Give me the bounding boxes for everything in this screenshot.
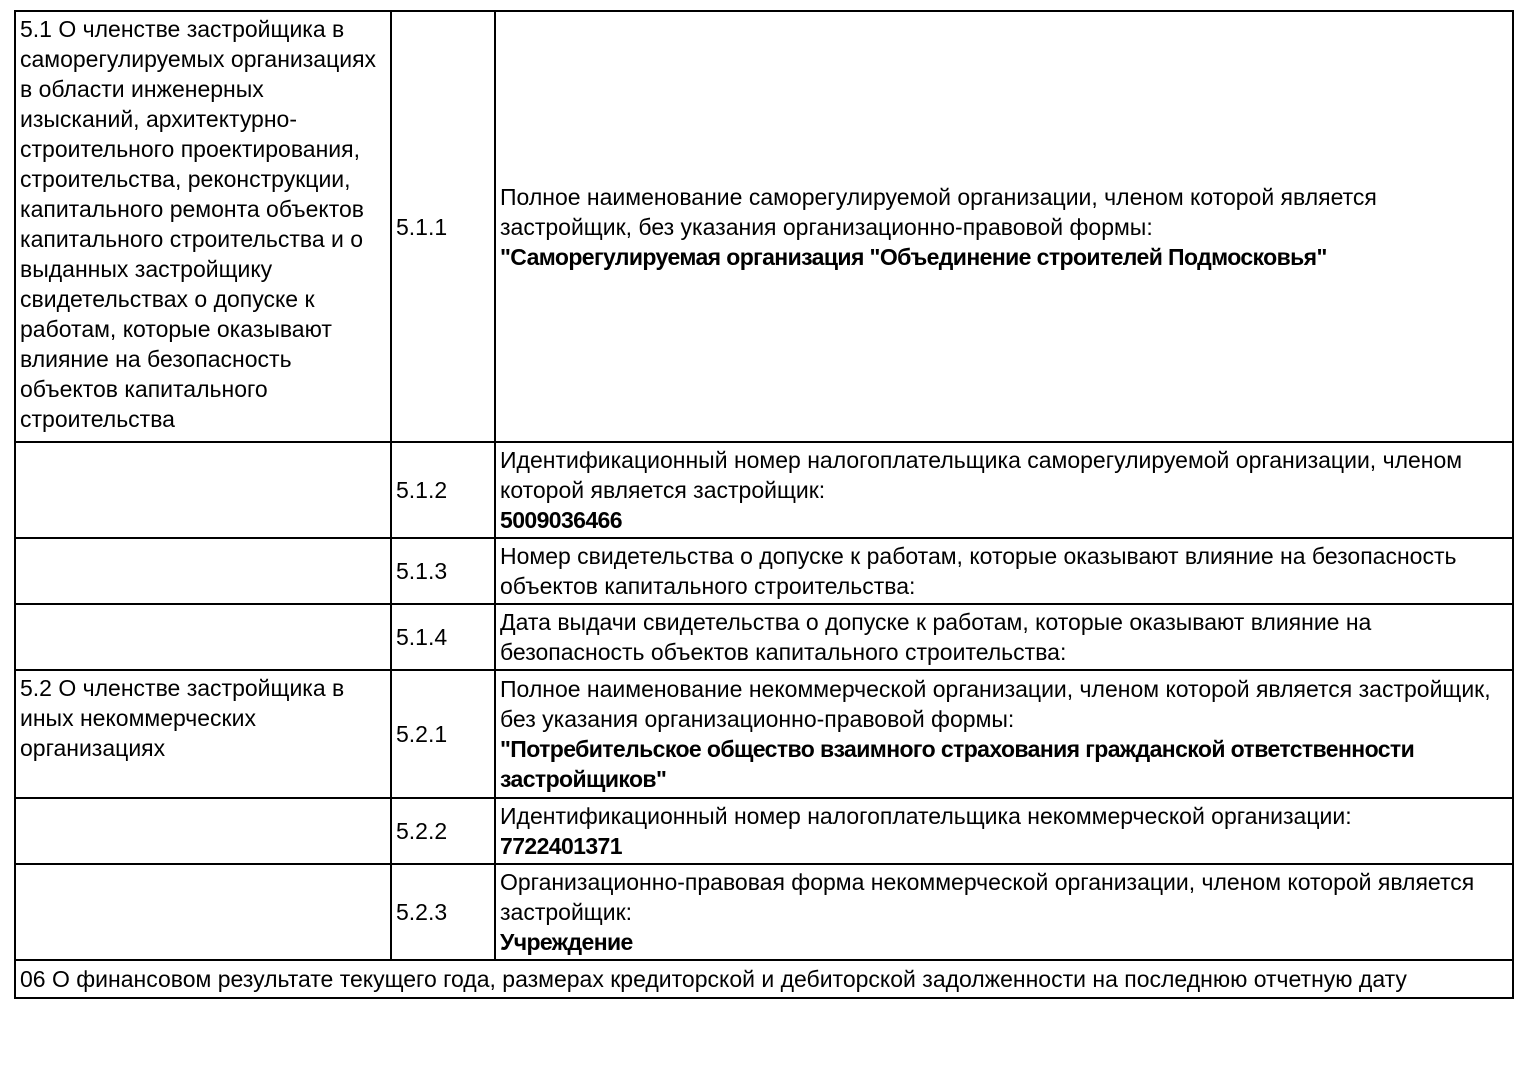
field-label: Дата выдачи свидетельства о допуске к работам, которые оказывают влияние на безопасность объектов капитального строительства:: [500, 609, 1372, 665]
section-title-06: 06 О финансовом результате текущего года, размерах кредиторской и дебиторской задолженности на последнюю отчетную дату: [15, 960, 1513, 998]
table-row: [15, 11, 1513, 442]
field-label: Идентификационный номер налогоплательщика саморегулируемой организации, членом которой является застройщик:: [500, 447, 1463, 503]
item-content-5-1-4: [495, 604, 1513, 670]
declaration-table: [14, 10, 1514, 999]
section-empty-cell: [15, 538, 391, 604]
field-label: Полное наименование саморегулируемой организации, членом которой является застройщик, без указания организационно-правовой формы:: [500, 183, 1377, 240]
section-empty-cell: [15, 798, 391, 864]
section-empty-cell: [15, 604, 391, 670]
item-content-5-1-2: [495, 442, 1513, 538]
field-value: 5009036466: [500, 507, 622, 533]
table-row: [15, 670, 1513, 798]
table-row: [15, 798, 1513, 864]
item-code-5-2-2: 5.2.2: [391, 798, 495, 864]
section-title-5-1: 5.1 О членстве застройщика в саморегулируемых организациях в области инженерных изысканий, архитектурно-строительного проектирования, строительства, реконструкции, капитального ремонта объектов капитального строительства и о выданных застройщику свидетельствах о допуске к работам, которые оказывают влияние на безопасность объектов капитального строительства: [15, 11, 391, 442]
item-code-5-2-3: 5.2.3: [391, 864, 495, 960]
item-content-5-2-2: [495, 798, 1513, 864]
item-code-5-1-2: 5.1.2: [391, 442, 495, 538]
item-content-5-1-3: [495, 538, 1513, 604]
item-code-5-1-4: 5.1.4: [391, 604, 495, 670]
field-value: Учреждение: [500, 929, 633, 955]
field-label: Полное наименование некоммерческой организации, членом которой является застройщик, без указания организационно-правовой формы:: [500, 676, 1491, 732]
field-value: "Саморегулируемая организация "Объединение строителей Подмосковья": [500, 243, 1327, 270]
table-footer-row: [15, 960, 1513, 998]
item-code-5-1-1: 5.1.1: [391, 11, 495, 442]
table-row: [15, 604, 1513, 670]
table-row: [15, 442, 1513, 538]
table-row: [15, 864, 1513, 960]
item-code-5-2-1: 5.2.1: [391, 670, 495, 798]
field-value: "Потребительское общество взаимного страхования гражданской ответственности застройщиков": [500, 736, 1415, 792]
section-empty-cell: [15, 864, 391, 960]
field-label: Номер свидетельства о допуске к работам, которые оказывают влияние на безопасность объектов капитального строительства:: [500, 543, 1457, 599]
field-label: Организационно-правовая форма некоммерческой организации, членом которой является застройщик:: [500, 869, 1475, 925]
item-code-5-1-3: 5.1.3: [391, 538, 495, 604]
section-title-5-2: 5.2 О членстве застройщика в иных некоммерческих организациях: [15, 670, 391, 798]
item-content-5-2-1: [495, 670, 1513, 798]
item-content-5-1-1: [495, 11, 1513, 442]
table-row: [15, 538, 1513, 604]
field-value: 7722401371: [500, 833, 622, 859]
field-label: Идентификационный номер налогоплательщика некоммерческой организации:: [500, 803, 1352, 829]
item-content-5-2-3: [495, 864, 1513, 960]
section-empty-cell: [15, 442, 391, 538]
